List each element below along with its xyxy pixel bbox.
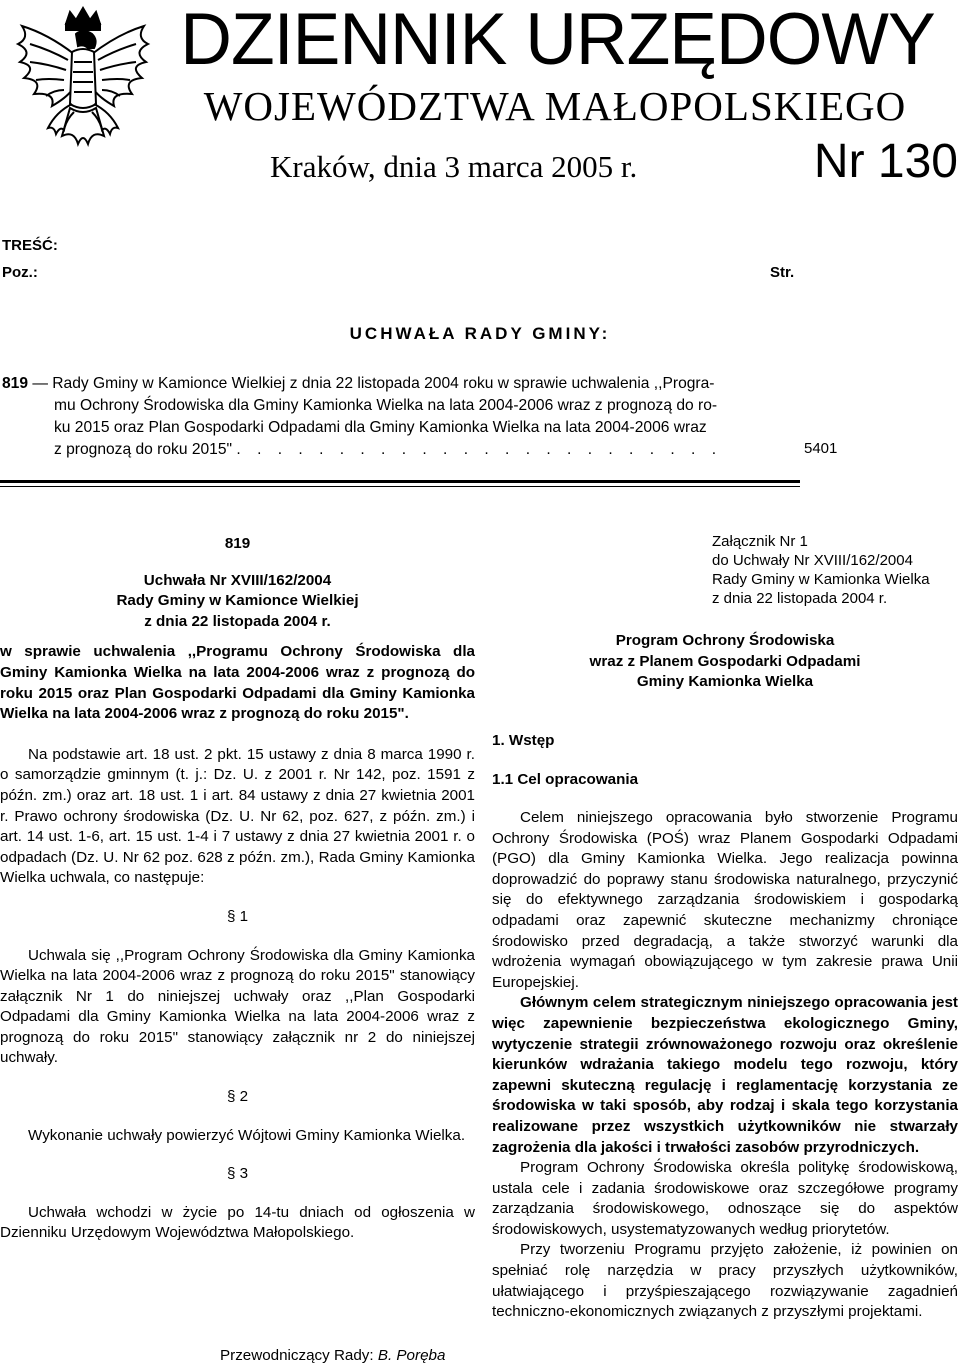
- act-subject: w sprawie uchwalenia ,,Programu Ochrony Środowiska dla Gminy Kamionka Wielka na lata 2004-2006 wraz z prognozą do roku 2015 oraz Plan Gospodarki Odpadami dla Gminy Kamionka Wielka na lata 2004-2006 wraz z prognozą do roku 2015".: [0, 643, 475, 723]
- annex-reference: [712, 532, 960, 608]
- program-title-line-1: Program Ochrony Środowiska: [615, 632, 835, 649]
- act-title-line-3: z dnia 22 listopada 2004 r.: [144, 612, 331, 630]
- signature: [220, 1346, 445, 1367]
- section-heading: 1. Wstęp: [492, 732, 555, 749]
- divider-rule: [0, 480, 800, 483]
- toc-entry-line-4: z prognozą do roku 2015": [54, 441, 233, 458]
- eagle-emblem-icon: [8, 4, 158, 174]
- divider-rule-thin: [0, 486, 800, 487]
- annex-line-2: do Uchwały Nr XVIII/162/2004: [712, 552, 913, 569]
- issue-date: Kraków, dnia 3 marca 2005 r.: [270, 149, 638, 184]
- masthead-title: DZIENNIK URZĘDOWY: [180, 0, 935, 80]
- section-1-text: Uchwala się ,,Program Ochrony Środowiska dla Gminy Kamionka Wielka na lata 2004-2006 wraz z prognozą do roku 2015" stanowiący załącznik Nr 1 do niniejszej uchwały oraz ,,Plan Gospodarki Odpadami dla Gminy Kamionka Wielka na lata 2004-2006 wraz z prognozą do roku 2015" stanowiący załącznik nr 2 do niniejszej uchwały.: [0, 946, 475, 1067]
- section-3-heading: § 3: [226, 1165, 249, 1183]
- signature-label: Przewodniczący Rady:: [220, 1347, 378, 1364]
- section-3-text: Uchwała wchodzi w życie po 14-tu dniach od ogłoszenia w Dzienniku Urzędowym Województwa Małopolskiego.: [0, 1203, 475, 1242]
- body-paragraph-1: Celem niniejszego opracowania było stworzenie Programu Ochrony Środowiska (POŚ) wraz Planem Gospodarki Odpadami (PGO) dla Gminy Kamionka Wielka. Jego realizacja powinna doprowadzić do poprawy stanu środowiska naturalnego, przyczynić się do efektywnego zarządzania środowiskiem i gospodarką odpadami oraz zapewnić skuteczne mechanizmy chroniące środowisko przed degradacją, a także stworzyć warunki dla wdrożenia wymagań obowiązującego w tym zakresie prawa Unii Europejskiej.: [492, 809, 958, 991]
- act-title-line-2: Rady Gminy w Kamionce Wielkiej: [116, 592, 359, 610]
- act-preamble: Na podstawie art. 18 ust. 2 pkt. 15 ustawy z dnia 8 marca 1990 r. o samorządzie gminnym (t. j.: Dz. U. z 2001 r. Nr 142, poz. 1591 z późn. zm.) oraz art. 18 ust. 1 i art. 84 ustawy z dnia 27 kwietnia 2001 r. Prawo ochrony środowiska (Dz. U. Nr 62, poz. 627, z późn. zm.) i art. 14 ust. 1-6, art. 15 ust. 1-4 i 7 ustawy z dnia 27 kwietnia 2001 r. o odpadach (Dz. U. Nr 62 poz. 628 z późn. zm.), Rada Gminy Kamionka Wielka uchwala, co następuje:: [0, 745, 475, 887]
- body-paragraph-2: Głównym celem strategicznym niniejszego opracowania jest więc zapewnienie bezpieczeństwa ekologicznego Gminy, wytyczenie strategii zrównoważonego rozwoju oraz określenie kierunków wdrażania takiego modelu tego rozwoju, który zapewni skuteczną regulację i reglamentację korzystania ze środowiska w taki sposób, aby rodzaj i skala tego korzystania realizowane przez wszystkich użytkowników nie stwarzały zagrożenia dla jakości i trwałości zasobów przyrodniczych.: [492, 994, 958, 1156]
- program-title-line-3: Gminy Kamionka Wielka: [636, 673, 814, 691]
- section-2-text: Wykonanie uchwały powierzyć Wójtowi Gminy Kamionka Wielka.: [28, 1126, 466, 1144]
- right-body: [492, 808, 958, 1323]
- toc-entry-line-3: ku 2015 oraz Plan Gospodarki Odpadami dla Gminy Kamionka Wielka na lata 2004-2006 wraz: [54, 419, 707, 436]
- voivodeship-title: WOJEWÓDZTWA MAŁOPOLSKIEGO: [203, 83, 907, 129]
- subsection-heading: 1.1 Cel opracowania: [492, 771, 639, 788]
- body-paragraph-3: Program Ochrony Środowiska określa politykę środowiskową, ustala cele i zadania środowiskowe oraz szczegółowe programy zarządzania środowiskowego, odnoszące się do aspektów środowiskowych, usystematyzowanych według priorytetów.: [492, 1159, 958, 1238]
- act-number: 819: [224, 535, 251, 552]
- program-title: [490, 631, 960, 693]
- toc-entry-number: 819: [2, 375, 29, 392]
- section-1-heading: § 1: [226, 907, 249, 925]
- section-2-heading: § 2: [226, 1088, 249, 1106]
- issue-number: Nr 130: [813, 135, 958, 188]
- annex-line-4: z dnia 22 listopada 2004 r.: [712, 590, 888, 607]
- toc-entry-line-1: — Rady Gminy w Kamionce Wielkiej z dnia 22 listopada 2004 roku w sprawie uchwalenia ,,Progra-: [28, 375, 715, 392]
- toc-heading: TREŚĆ:: [2, 237, 58, 254]
- toc-page-label: Str.: [770, 264, 795, 281]
- toc-entry-line-2: mu Ochrony Środowiska dla Gminy Kamionka Wielka na lata 2004-2006 wraz z prognozą do ro-: [54, 397, 718, 414]
- act-title-line-1: Uchwała Nr XVIII/162/2004: [143, 571, 332, 589]
- toc-leader-dots: . . . . . . . . . . . . . . . . . . . . . . . .: [236, 441, 723, 458]
- toc-entry-page: 5401: [804, 440, 838, 457]
- toc-position-label: Poz.:: [2, 264, 38, 281]
- annex-line-3: Rady Gminy w Kamionka Wielka: [712, 571, 930, 588]
- body-paragraph-4: Przy tworzeniu Programu przyjęto założenie, iż powinien on spełniać rolę narzędzia w pracy przyszłych użytkowników, ułatwiającego i przyśpieszającego rozwiązywanie zagadnień techniczno-ekonomicznych związanych z przyszłymi projektami.: [492, 1241, 958, 1321]
- toc-entry[interactable]: [2, 373, 802, 461]
- program-title-line-2: wraz z Planem Gospodarki Odpadami: [589, 652, 861, 670]
- left-column: [0, 534, 475, 1244]
- toc-section-heading: UCHWAŁA RADY GMINY:: [349, 324, 611, 343]
- signature-name: B. Poręba: [377, 1347, 446, 1364]
- annex-line-1: Załącznik Nr 1: [712, 533, 808, 550]
